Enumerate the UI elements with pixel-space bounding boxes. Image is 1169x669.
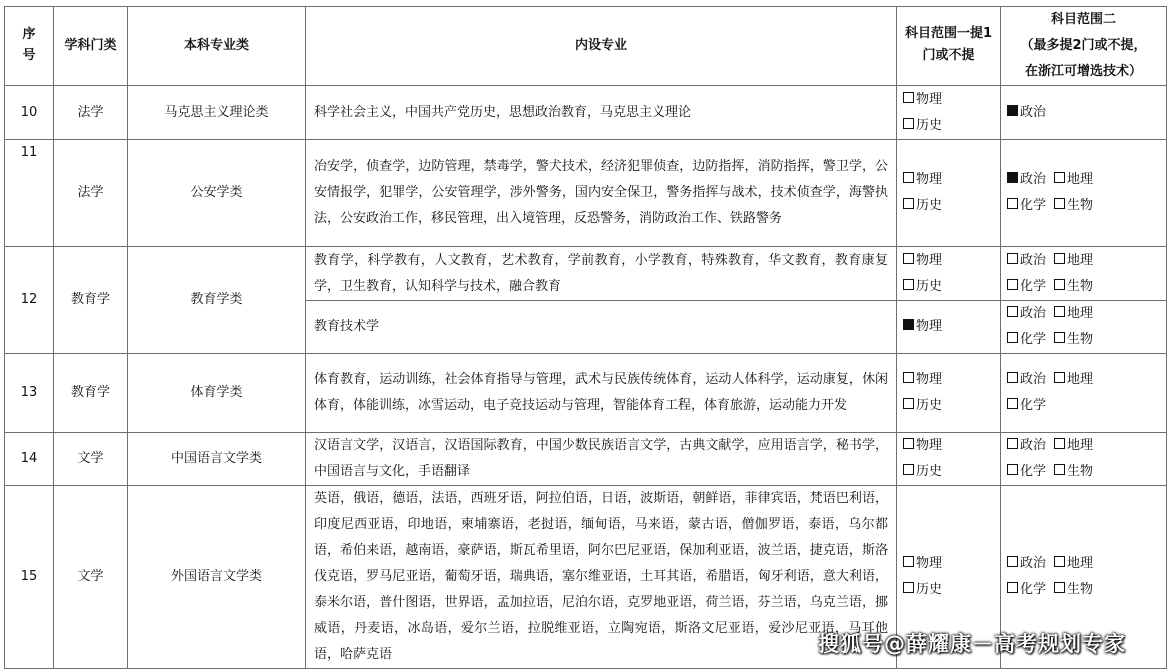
range2-option-line xyxy=(1007,459,1166,485)
range2-option-line xyxy=(1007,100,1166,126)
range1-cell xyxy=(897,354,1001,433)
majors-cell: 冶安学，侦查学，边防管理，禁毒学，警犬技术，经济犯罪侦查，边防指挥，消防指挥，警卫学，公安情报学，犯罪学，公安管理学，涉外警务，国内安全保卫，警务指挥与战术，技术侦查学，海警执法，公安政治工作，移民管理，出入境管理，反恐警务，消防政治工作、铁路警务 xyxy=(306,140,897,247)
majors-cell: 汉语言文学，汉语言，汉语国际教育，中国少数民族语言文学，古典文献学，应用语言学，秘书学，中国语言与文化，手语翻译 xyxy=(306,433,897,486)
checkbox-empty-icon xyxy=(1007,253,1018,264)
table-row xyxy=(5,433,1167,486)
row-index: 15 xyxy=(5,486,54,669)
range2-cell xyxy=(1001,140,1167,247)
majors-cell: 教育学，科学教有，人文教育，艺术教育，学前教育，小学教育，特殊教育，华文教育，教育康复学，卫生教育，认知科学与技术，融合教育 xyxy=(306,247,897,301)
checkbox-checked-icon xyxy=(1007,105,1018,116)
range2-option-line xyxy=(1007,393,1166,419)
header-majors: 内设专业 xyxy=(306,7,897,86)
range1-cell xyxy=(897,86,1001,140)
range2-cell xyxy=(1001,354,1167,433)
checkbox-empty-icon xyxy=(1007,438,1018,449)
checkbox-empty-icon xyxy=(1054,464,1065,475)
range2-cell xyxy=(1001,433,1167,486)
subject-label: 政治 xyxy=(1020,372,1047,387)
checkbox-empty-icon xyxy=(1054,172,1065,183)
row-index: 10 xyxy=(5,86,54,140)
range1-cell xyxy=(897,247,1001,301)
discipline-cell: 文学 xyxy=(54,433,128,486)
checkbox-empty-icon xyxy=(903,398,914,409)
checkbox-empty-icon xyxy=(1007,279,1018,290)
range2-option-line xyxy=(1007,167,1166,193)
major-class-cell: 体育学类 xyxy=(128,354,306,433)
subject-label: 历史 xyxy=(916,278,943,294)
subject-label: 历史 xyxy=(916,198,943,213)
range2-option-line xyxy=(1007,274,1166,300)
range2-cell xyxy=(1001,301,1167,354)
subject-label: 物理 xyxy=(916,172,943,187)
range2-option-line xyxy=(1007,367,1166,393)
subject-label: 政治 xyxy=(1020,556,1047,571)
checkbox-empty-icon xyxy=(1054,556,1065,567)
checkbox-empty-icon xyxy=(903,438,914,449)
major-class-cell: 教育学类 xyxy=(128,247,306,354)
table-row xyxy=(5,140,1167,247)
checkbox-checked-icon xyxy=(1007,172,1018,183)
checkbox-empty-icon xyxy=(1054,306,1065,317)
range2-option-line xyxy=(1007,577,1166,603)
range2-option-line xyxy=(1007,193,1166,219)
range1-option xyxy=(903,167,1000,193)
checkbox-empty-icon xyxy=(1007,556,1018,567)
header-row xyxy=(5,7,1167,86)
checkbox-empty-icon xyxy=(1007,332,1018,343)
checkbox-empty-icon xyxy=(903,253,914,264)
subject-label: 政治 xyxy=(1020,104,1047,120)
major-class-cell: 外国语言文学类 xyxy=(128,486,306,669)
checkbox-empty-icon xyxy=(903,118,914,129)
subject-label: 生物 xyxy=(1067,332,1094,347)
checkbox-empty-icon xyxy=(903,464,914,475)
watermark: 搜狐号@薛耀康－高考规划专家 xyxy=(818,632,1126,656)
header-range1: 科目范围一提1门或不提 xyxy=(897,7,1001,86)
major-class-cell: 公安学类 xyxy=(128,140,306,247)
range1-option xyxy=(903,551,1000,577)
subject-label: 物理 xyxy=(916,372,943,387)
range2-cell xyxy=(1001,247,1167,301)
subject-label: 化学 xyxy=(1020,582,1047,597)
subject-label: 化学 xyxy=(1020,198,1047,213)
subject-label: 地理 xyxy=(1067,372,1094,387)
checkbox-empty-icon xyxy=(903,92,914,103)
range2-cell xyxy=(1001,86,1167,140)
range1-option xyxy=(903,393,1000,419)
range1-option xyxy=(903,577,1000,603)
checkbox-empty-icon xyxy=(1054,198,1065,209)
majors-cell: 体育教育，运动训练，社会体育指导与管理，武术与民族传统体育，运动人体科学，运动康复，休闲体育，体能训练，冰雪运动，电子竞技运动与管理，智能体育工程，体育旅游，运动能力开发 xyxy=(306,354,897,433)
subject-label: 政治 xyxy=(1020,172,1047,187)
discipline-cell: 文学 xyxy=(54,486,128,669)
checkbox-empty-icon xyxy=(1054,253,1065,264)
range2-option-line xyxy=(1007,301,1166,327)
subject-label: 历史 xyxy=(916,398,943,413)
range1-option xyxy=(903,367,1000,393)
majors-cell: 教育技术学 xyxy=(306,301,897,354)
subject-label: 物理 xyxy=(916,319,943,334)
range2-option-line xyxy=(1007,248,1166,274)
subject-label: 地理 xyxy=(1067,172,1094,187)
range1-option xyxy=(903,87,1000,113)
range1-option xyxy=(903,314,1000,340)
range2-option-line xyxy=(1007,433,1166,459)
table-row xyxy=(5,354,1167,433)
major-class-cell: 中国语言文学类 xyxy=(128,433,306,486)
row-index: 14 xyxy=(5,433,54,486)
checkbox-empty-icon xyxy=(903,172,914,183)
range1-cell xyxy=(897,433,1001,486)
discipline-cell: 法学 xyxy=(54,140,128,247)
checkbox-empty-icon xyxy=(903,279,914,290)
majors-cell: 科学社会主义，中国共产党历史，思想政治教育，马克思主义理论 xyxy=(306,86,897,140)
range1-option xyxy=(903,459,1000,485)
checkbox-empty-icon xyxy=(903,372,914,383)
subject-label: 物理 xyxy=(916,91,943,107)
checkbox-empty-icon xyxy=(1054,332,1065,343)
subject-label: 物理 xyxy=(916,556,943,571)
checkbox-empty-icon xyxy=(903,198,914,209)
header-major-class: 本科专业类 xyxy=(128,7,306,86)
checkbox-empty-icon xyxy=(1007,464,1018,475)
discipline-cell: 教育学 xyxy=(54,354,128,433)
subject-label: 生物 xyxy=(1067,464,1094,479)
range1-option xyxy=(903,433,1000,459)
major-class-cell: 马克思主义理论类 xyxy=(128,86,306,140)
checkbox-empty-icon xyxy=(903,556,914,567)
subject-label: 历史 xyxy=(916,117,943,133)
range1-option xyxy=(903,113,1000,139)
checkbox-empty-icon xyxy=(1007,582,1018,593)
majors-cell: 英语，俄语，德语，法语，西班牙语，阿拉伯语，日语，波斯语，朝鲜语，菲律宾语，梵语巴利语，印度尼西亚语，印地语，柬埔寨语，老挝语，缅甸语，马来语，蒙古语，僧伽罗语，泰语，乌尔都语，希伯来语，越南语，豪萨语，斯瓦希里语，阿尔巴尼亚语，保加利亚语，波兰语，捷克语，斯洛伐克语，罗马尼亚语，葡萄牙语，瑞典语，塞尔维亚语，土耳其语，希腊语，匈牙利语，意大利语，泰米尔语，普什图语，世界语，孟加拉语，尼泊尔语，克罗地亚语，荷兰语，芬兰语，乌克兰语，挪威语，丹麦语，冰岛语，爱尔兰语，拉脱维亚语，立陶宛语，斯洛文尼亚语，爱沙尼亚语，马耳他语，哈萨克语 xyxy=(306,486,897,669)
subject-label: 地理 xyxy=(1067,306,1094,321)
subject-label: 历史 xyxy=(916,464,943,479)
subject-label: 政治 xyxy=(1020,252,1047,268)
checkbox-empty-icon xyxy=(1054,582,1065,593)
checkbox-empty-icon xyxy=(1054,372,1065,383)
checkbox-empty-icon xyxy=(1007,306,1018,317)
subject-label: 政治 xyxy=(1020,306,1047,321)
subject-label: 政治 xyxy=(1020,438,1047,453)
checkbox-empty-icon xyxy=(1007,198,1018,209)
subject-label: 生物 xyxy=(1067,198,1094,213)
row-index: 13 xyxy=(5,354,54,433)
header-range2: 科目范围二 （最多提2门或不提， 在浙江可增选技术） xyxy=(1001,7,1167,86)
checkbox-empty-icon xyxy=(1054,279,1065,290)
range1-cell xyxy=(897,301,1001,354)
checkbox-empty-icon xyxy=(1007,372,1018,383)
subject-label: 生物 xyxy=(1067,278,1094,294)
discipline-cell: 教育学 xyxy=(54,247,128,354)
subject-label: 地理 xyxy=(1067,438,1094,453)
range1-option xyxy=(903,248,1000,274)
subject-requirements-table xyxy=(4,6,1167,669)
row-index: 11 xyxy=(5,140,54,247)
range2-option-line xyxy=(1007,551,1166,577)
range1-cell xyxy=(897,140,1001,247)
table-body xyxy=(5,86,1167,669)
checkbox-empty-icon xyxy=(1054,438,1065,449)
checkbox-empty-icon xyxy=(903,582,914,593)
subject-label: 化学 xyxy=(1020,398,1047,413)
table-row xyxy=(5,247,1167,301)
subject-label: 物理 xyxy=(916,252,943,268)
subject-label: 生物 xyxy=(1067,582,1094,597)
subject-label: 地理 xyxy=(1067,556,1094,571)
row-index: 12 xyxy=(5,247,54,354)
checkbox-checked-icon xyxy=(903,319,914,330)
subject-label: 地理 xyxy=(1067,252,1094,268)
range2-option-line xyxy=(1007,327,1166,353)
subject-label: 化学 xyxy=(1020,332,1047,347)
subject-label: 化学 xyxy=(1020,464,1047,479)
range1-option xyxy=(903,193,1000,219)
discipline-cell: 法学 xyxy=(54,86,128,140)
subject-label: 历史 xyxy=(916,582,943,597)
table-row xyxy=(5,86,1167,140)
header-index: 序号 xyxy=(5,7,54,86)
subject-label: 物理 xyxy=(916,438,943,453)
subject-label: 化学 xyxy=(1020,278,1047,294)
checkbox-empty-icon xyxy=(1007,398,1018,409)
header-discipline: 学科门类 xyxy=(54,7,128,86)
range1-option xyxy=(903,274,1000,300)
